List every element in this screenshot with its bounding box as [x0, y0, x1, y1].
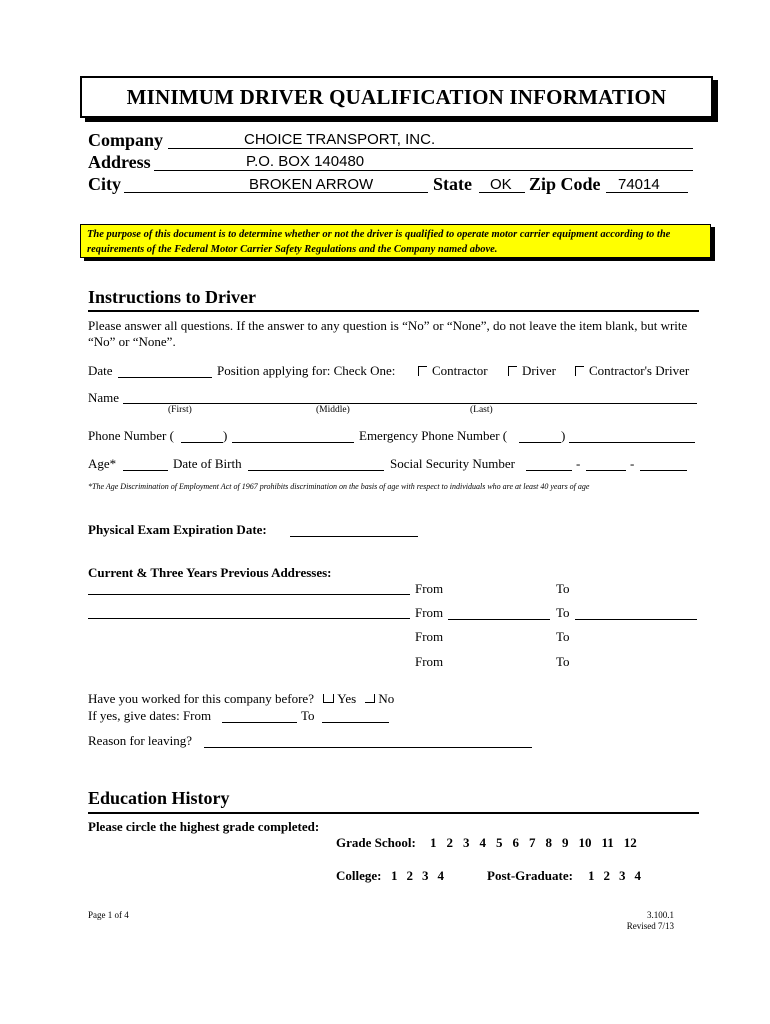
previous-work-question-text: Have you worked for this company before?: [88, 691, 314, 706]
ssn-dash-2: -: [630, 456, 635, 471]
no-label: No: [378, 691, 395, 706]
addresses-heading: Current & Three Years Previous Addresses:: [88, 565, 332, 580]
postgrad-options: [588, 868, 650, 884]
name-field[interactable]: [123, 403, 697, 404]
ssn-part3-field[interactable]: [640, 470, 687, 471]
checkbox-icon[interactable]: [575, 366, 584, 376]
address-2-to-label: To: [556, 605, 570, 620]
grade-school-values[interactable]: [430, 835, 647, 850]
yes-label: Yes: [337, 691, 357, 706]
address-3-to-label: To: [556, 629, 570, 644]
position-label: Position applying for: Check One:: [217, 363, 396, 378]
page-number: Page 1 of 4: [88, 910, 129, 920]
ssn-part2-field[interactable]: [586, 470, 626, 471]
emergency-phone-label: Emergency Phone Number (: [359, 428, 508, 443]
address-1-to-label: To: [556, 581, 570, 596]
ssn-part1-field[interactable]: [526, 470, 572, 471]
phone-close-paren: ): [223, 428, 228, 443]
no-checkbox-icon[interactable]: [365, 694, 375, 703]
address-4-from-label: From: [415, 654, 444, 669]
emergency-area-code-field[interactable]: [519, 442, 561, 443]
previous-to-label: To: [301, 708, 315, 723]
company-line: [168, 148, 693, 149]
zip-value[interactable]: 74014: [618, 176, 660, 193]
emergency-close-paren: ): [561, 428, 566, 443]
college-option-1[interactable]: 1: [391, 868, 398, 883]
grade-option-5[interactable]: 5: [496, 835, 503, 850]
dob-label: Date of Birth: [173, 456, 242, 471]
ssn-label: Social Security Number: [390, 456, 515, 471]
age-label: Age*: [88, 456, 117, 471]
address-3-from-label: From: [415, 629, 444, 644]
grade-option-3[interactable]: 3: [463, 835, 470, 850]
postgrad-label: Post-Graduate:: [487, 868, 573, 883]
grade-option-1[interactable]: 1: [430, 835, 437, 850]
name-label: Name: [88, 390, 120, 405]
postgrad-values[interactable]: [588, 868, 650, 883]
grade-option-8[interactable]: 8: [545, 835, 552, 850]
emergency-number-field[interactable]: [569, 442, 695, 443]
grade-option-6[interactable]: 6: [512, 835, 519, 850]
age-field[interactable]: [123, 470, 168, 471]
physical-exam-label: Physical Exam Expiration Date:: [88, 522, 267, 537]
state-value[interactable]: OK: [490, 176, 512, 193]
option-driver[interactable]: [508, 363, 556, 379]
education-rule: [88, 812, 699, 814]
postgrad-option-2[interactable]: 2: [603, 868, 610, 883]
postgrad-option-4[interactable]: 4: [634, 868, 641, 883]
circle-grade-label: Please circle the highest grade completed:: [88, 819, 320, 834]
previous-from-field[interactable]: [222, 722, 297, 723]
middle-name-caption: (Middle): [316, 405, 350, 415]
city-label: City: [88, 174, 121, 194]
address-2-from-label: From: [415, 605, 444, 620]
purpose-notice: The purpose of this document is to determine whether or not the driver is qualified to operate motor carrier equipment according to the requirements of the Federal Motor Carrier Safety Regulations and the Company named above.: [80, 224, 711, 258]
address-4-to-label: To: [556, 654, 570, 669]
address-1-from-label: From: [415, 581, 444, 596]
form-title: MINIMUM DRIVER QUALIFICATION INFORMATION: [126, 84, 667, 109]
grade-school-label: Grade School:: [336, 835, 416, 850]
form-code: [600, 910, 674, 932]
yes-checkbox-icon[interactable]: [323, 694, 334, 703]
reason-leaving-label: Reason for leaving?: [88, 733, 192, 748]
postgrad-option-3[interactable]: 3: [619, 868, 626, 883]
instructions-rule: [88, 310, 699, 312]
postgrad-option-1[interactable]: 1: [588, 868, 595, 883]
first-name-caption: (First): [168, 405, 192, 415]
address-2-from-field[interactable]: [448, 619, 550, 620]
college-option-3[interactable]: 3: [422, 868, 429, 883]
phone-label: Phone Number (: [88, 428, 174, 443]
college-options: [391, 868, 453, 884]
address-2-to-field[interactable]: [575, 619, 697, 620]
date-field[interactable]: [118, 377, 212, 378]
grade-option-9[interactable]: 9: [562, 835, 569, 850]
option-contractor[interactable]: [418, 363, 488, 379]
grade-option-4[interactable]: 4: [479, 835, 486, 850]
checkbox-icon[interactable]: [418, 366, 427, 376]
form-revised-date: Revised 7/13: [626, 921, 674, 931]
address-value[interactable]: P.O. BOX 140480: [246, 153, 365, 170]
previous-dates-label: If yes, give dates: From: [88, 708, 212, 723]
option-driver-label: Driver: [522, 363, 556, 378]
phone-number-field[interactable]: [232, 442, 354, 443]
address-line: [154, 170, 693, 171]
ssn-dash-1: -: [576, 456, 581, 471]
instructions-heading: Instructions to Driver: [88, 287, 256, 307]
company-label: Company: [88, 130, 164, 150]
company-value[interactable]: CHOICE TRANSPORT, INC.: [244, 131, 436, 148]
grade-school-options: [430, 835, 647, 851]
city-value[interactable]: BROKEN ARROW: [249, 176, 374, 193]
grade-option-12[interactable]: 12: [623, 835, 637, 850]
physical-exam-field[interactable]: [290, 536, 418, 537]
grade-option-11[interactable]: 11: [601, 835, 614, 850]
instructions-text: Please answer all questions. If the answer to any question is “No” or “None”, do not leave the item blank, but write “No” or “None”.: [88, 318, 688, 349]
option-contractors-driver-label: Contractor's Driver: [589, 363, 690, 378]
age-discrimination-note: *The Age Discrimination of Employment Act of 1967 prohibits discrimination on the basis of age with respect to individuals who are at least 40 years of age: [88, 482, 590, 491]
form-code-number: 3.100.1: [647, 910, 674, 920]
address-label: Address: [88, 152, 151, 172]
date-label: Date: [88, 363, 113, 378]
option-contractors-driver[interactable]: [575, 363, 689, 379]
phone-area-code-field[interactable]: [181, 442, 223, 443]
dob-field[interactable]: [248, 470, 384, 471]
grade-option-7[interactable]: 7: [529, 835, 536, 850]
grade-option-2[interactable]: 2: [446, 835, 453, 850]
college-label: College:: [336, 868, 382, 883]
last-name-caption: (Last): [470, 405, 493, 415]
college-values[interactable]: [391, 868, 453, 883]
reason-leaving-field[interactable]: [204, 747, 532, 748]
previous-work-question: [88, 691, 394, 707]
state-label: State: [433, 174, 472, 194]
zip-label: Zip Code: [529, 174, 601, 194]
address-2-field[interactable]: [88, 618, 410, 619]
grade-option-10[interactable]: 10: [578, 835, 592, 850]
address-1-field[interactable]: [88, 594, 410, 595]
previous-to-field[interactable]: [322, 722, 389, 723]
education-heading: Education History: [88, 788, 230, 808]
option-contractor-label: Contractor: [432, 363, 488, 378]
college-option-2[interactable]: 2: [406, 868, 413, 883]
checkbox-icon[interactable]: [508, 366, 517, 376]
college-option-4[interactable]: 4: [437, 868, 444, 883]
form-title-box: [80, 76, 713, 118]
